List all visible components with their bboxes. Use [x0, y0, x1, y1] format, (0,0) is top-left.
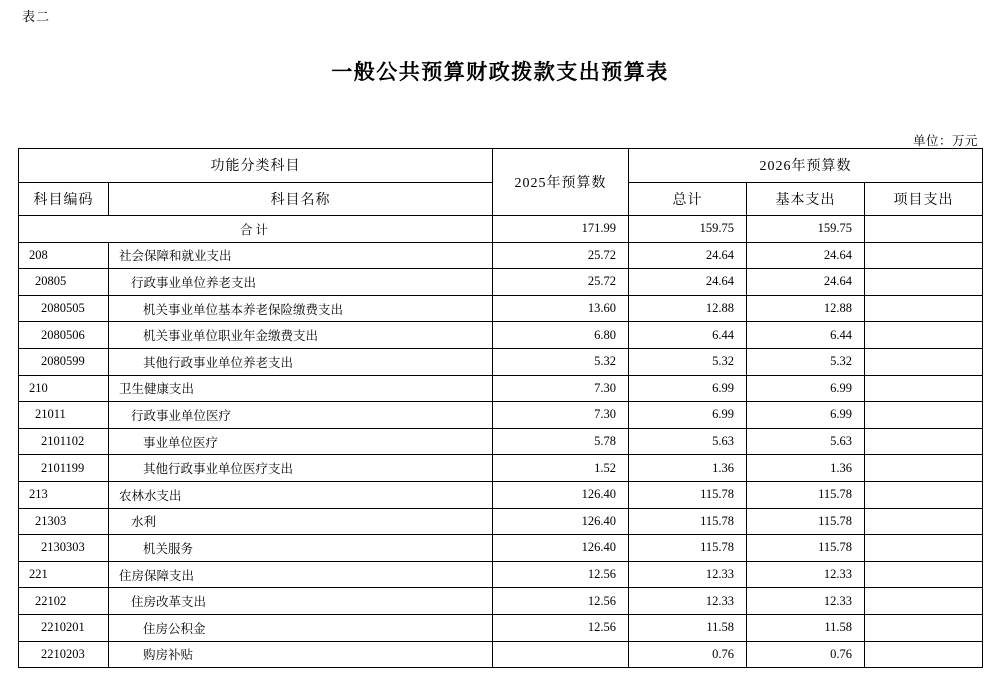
table-row: [19, 614, 983, 641]
row-subject-code: [19, 295, 109, 322]
row-amount-2025: [493, 295, 629, 322]
row-amount-project: [865, 295, 983, 322]
row-subject-name-value: 住房改革支出: [131, 595, 207, 610]
row-subject-code-value: 2101199: [41, 460, 85, 475]
row-amount-2025: [493, 375, 629, 402]
table-header: [19, 149, 983, 216]
row-subject-name: [109, 348, 493, 375]
row-subject-code-value: 2101102: [41, 434, 85, 449]
row-amount-project: [865, 481, 983, 508]
row-amount-basic: [747, 295, 865, 322]
table-row: [19, 348, 983, 375]
row-amount-basic: [747, 641, 865, 668]
row-amount-project: [865, 242, 983, 269]
row-amount-2025-value: 5.78: [594, 434, 616, 449]
row-subject-name-value: 行政事业单位养老支出: [131, 275, 257, 290]
row-amount-total: [629, 428, 747, 455]
row-amount-project: [865, 641, 983, 668]
row-amount-total-value: 115.78: [700, 487, 734, 502]
budget-table: [18, 148, 983, 668]
row-amount-total-value: 115.78: [700, 513, 734, 528]
row-amount-2025: [493, 535, 629, 562]
budget-table-container: [18, 148, 982, 668]
row-amount-total: [629, 535, 747, 562]
row-subject-code-value: 2080506: [41, 327, 85, 342]
row-amount-basic-value: 5.63: [830, 434, 852, 449]
row-amount-2025-value: 126.40: [581, 513, 616, 528]
row-amount-basic: [747, 481, 865, 508]
row-amount-basic-value: 24.64: [823, 247, 852, 262]
total-row-2025: [493, 216, 629, 243]
row-amount-basic-value: 115.78: [818, 513, 852, 528]
table-row: [19, 242, 983, 269]
table-row: [19, 508, 983, 535]
row-subject-name-value: 其他行政事业单位养老支出: [143, 355, 294, 370]
row-amount-basic: [747, 242, 865, 269]
row-amount-2025: [493, 508, 629, 535]
row-amount-basic-value: 1.36: [830, 460, 852, 475]
row-subject-name-value: 住房公积金: [143, 621, 206, 636]
row-amount-total-value: 12.88: [705, 301, 734, 316]
unit-note: 单位：万元: [912, 134, 978, 148]
row-subject-code: [19, 269, 109, 296]
row-subject-name: [109, 375, 493, 402]
total-row-project: [865, 216, 983, 243]
row-subject-name-value: 农林水支出: [119, 488, 182, 503]
row-amount-2025-value: 126.40: [581, 487, 616, 502]
row-subject-code: [19, 402, 109, 429]
form-number-label: 表二: [22, 9, 51, 24]
table-row: [19, 428, 983, 455]
row-amount-project: [865, 535, 983, 562]
table-row: [19, 269, 983, 296]
row-subject-code-value: 20805: [35, 274, 67, 289]
row-amount-basic-value: 115.78: [818, 487, 852, 502]
row-amount-total: [629, 588, 747, 615]
row-subject-code-value: 2210201: [41, 620, 85, 635]
row-amount-2025-value: 6.80: [594, 327, 616, 342]
row-subject-code: [19, 455, 109, 482]
row-amount-total: [629, 402, 747, 429]
row-subject-name-value: 卫生健康支出: [119, 382, 195, 397]
row-amount-basic-value: 24.64: [823, 274, 852, 289]
row-amount-2025-value: 13.60: [587, 301, 616, 316]
row-amount-project: [865, 588, 983, 615]
row-subject-code: [19, 375, 109, 402]
row-amount-total-value: 12.33: [705, 593, 734, 608]
row-amount-basic: [747, 402, 865, 429]
row-amount-2025-value: 12.56: [587, 620, 616, 635]
row-amount-basic: [747, 375, 865, 402]
table-total-row: [19, 216, 983, 243]
row-subject-code-value: 2080505: [41, 301, 85, 316]
row-amount-basic-value: 12.33: [823, 593, 852, 608]
row-amount-total-value: 5.63: [712, 434, 734, 449]
row-amount-2025: [493, 348, 629, 375]
row-amount-basic: [747, 508, 865, 535]
table-body: [19, 216, 983, 668]
row-amount-total: [629, 269, 747, 296]
row-subject-name-value: 事业单位医疗: [143, 435, 219, 450]
row-amount-basic-value: 6.99: [830, 380, 852, 395]
row-amount-2025-value: 5.32: [594, 354, 616, 369]
row-amount-basic: [747, 348, 865, 375]
row-amount-basic-value: 11.58: [824, 620, 852, 635]
total-row-basic: [747, 216, 865, 243]
row-amount-basic: [747, 535, 865, 562]
row-amount-total: [629, 641, 747, 668]
row-amount-2025-value: 12.56: [587, 567, 616, 582]
table-row: [19, 481, 983, 508]
row-subject-name: [109, 641, 493, 668]
row-subject-name: [109, 535, 493, 562]
row-amount-2025: [493, 242, 629, 269]
row-subject-code-value: 221: [29, 567, 48, 582]
row-subject-name: [109, 588, 493, 615]
row-subject-code-value: 2130303: [41, 540, 85, 555]
row-amount-basic-value: 5.32: [830, 354, 852, 369]
row-amount-2025-value: 7.30: [594, 380, 616, 395]
header-total: 总计: [629, 182, 747, 216]
row-subject-code-value: 21303: [35, 513, 67, 528]
row-subject-code: [19, 481, 109, 508]
table-row: [19, 535, 983, 562]
row-subject-code: [19, 322, 109, 349]
header-subject-name: 科目名称: [109, 182, 493, 216]
row-amount-2025-value: 7.30: [594, 407, 616, 422]
row-subject-code-value: 2210203: [41, 646, 85, 661]
total-row-2025-value: 171.99: [581, 221, 616, 236]
row-amount-basic: [747, 428, 865, 455]
row-amount-basic-value: 12.33: [823, 567, 852, 582]
table-row: [19, 402, 983, 429]
row-amount-total: [629, 242, 747, 269]
row-subject-name: [109, 402, 493, 429]
row-subject-code: [19, 561, 109, 588]
table-row: [19, 641, 983, 668]
row-amount-basic-value: 6.99: [830, 407, 852, 422]
row-subject-code-value: 2080599: [41, 354, 85, 369]
row-amount-total-value: 115.78: [700, 540, 734, 555]
row-subject-name: [109, 481, 493, 508]
total-row-label: 合计: [19, 216, 493, 243]
table-row: [19, 375, 983, 402]
row-amount-2025-value: 126.40: [581, 540, 616, 555]
row-subject-name: [109, 614, 493, 641]
row-amount-total-value: 24.64: [705, 247, 734, 262]
row-amount-basic: [747, 455, 865, 482]
row-subject-name-value: 住房保障支出: [119, 568, 195, 583]
row-subject-code-value: 210: [29, 380, 48, 395]
header-year-2025: 2025年预算数: [493, 149, 629, 216]
row-amount-project: [865, 348, 983, 375]
row-subject-name: [109, 295, 493, 322]
row-amount-basic: [747, 269, 865, 296]
row-amount-basic: [747, 322, 865, 349]
row-subject-name: [109, 508, 493, 535]
row-amount-2025-value: 12.56: [587, 593, 616, 608]
row-subject-name: [109, 561, 493, 588]
row-amount-total-value: 12.33: [705, 567, 734, 582]
row-amount-2025: [493, 402, 629, 429]
row-amount-total-value: 11.58: [706, 620, 734, 635]
row-amount-project: [865, 322, 983, 349]
row-amount-basic: [747, 588, 865, 615]
row-amount-project: [865, 455, 983, 482]
table-row: [19, 455, 983, 482]
row-amount-2025: [493, 428, 629, 455]
row-amount-total: [629, 481, 747, 508]
row-amount-basic-value: 0.76: [830, 646, 852, 661]
row-subject-name-value: 机关服务: [143, 541, 194, 556]
total-row-basic-value: 159.75: [817, 221, 852, 236]
row-amount-2025: [493, 322, 629, 349]
row-amount-total: [629, 348, 747, 375]
row-subject-name-value: 购房补贴: [143, 648, 194, 663]
row-amount-2025: [493, 614, 629, 641]
row-subject-code: [19, 535, 109, 562]
row-subject-code: [19, 614, 109, 641]
row-subject-name: [109, 242, 493, 269]
row-amount-total-value: 0.76: [712, 646, 734, 661]
row-subject-name-value: 水利: [131, 515, 157, 530]
row-subject-code: [19, 242, 109, 269]
row-subject-code: [19, 348, 109, 375]
row-amount-total-value: 6.44: [712, 327, 734, 342]
row-subject-name: [109, 322, 493, 349]
page-title: 一般公共预算财政拨款支出预算表: [331, 60, 669, 84]
row-amount-project: [865, 375, 983, 402]
row-amount-total: [629, 375, 747, 402]
row-amount-total: [629, 614, 747, 641]
header-function-group: 功能分类科目: [19, 149, 493, 183]
row-subject-code-value: 22102: [35, 593, 67, 608]
row-amount-2025: [493, 641, 629, 668]
header-subject-code: 科目编码: [19, 182, 109, 216]
row-amount-total: [629, 561, 747, 588]
row-subject-name: [109, 428, 493, 455]
row-amount-basic-value: 6.44: [830, 327, 852, 342]
row-subject-code: [19, 428, 109, 455]
row-subject-name-value: 机关事业单位职业年金缴费支出: [143, 329, 319, 344]
row-amount-basic-value: 12.88: [823, 301, 852, 316]
row-amount-total-value: 6.99: [712, 380, 734, 395]
table-row: [19, 322, 983, 349]
table-row: [19, 588, 983, 615]
row-amount-basic-value: 115.78: [818, 540, 852, 555]
row-subject-code: [19, 588, 109, 615]
table-header-row-1: [19, 149, 983, 183]
row-subject-name-value: 机关事业单位基本养老保险缴费支出: [143, 302, 344, 317]
total-row-total-value: 159.75: [699, 221, 734, 236]
row-amount-project: [865, 402, 983, 429]
row-subject-code-value: 208: [29, 247, 48, 262]
row-amount-project: [865, 508, 983, 535]
row-amount-2025-value: 25.72: [587, 274, 616, 289]
table-row: [19, 561, 983, 588]
row-amount-project: [865, 269, 983, 296]
row-amount-total: [629, 508, 747, 535]
row-amount-total-value: 24.64: [705, 274, 734, 289]
row-subject-code: [19, 508, 109, 535]
row-subject-name-value: 其他行政事业单位医疗支出: [143, 462, 294, 477]
row-amount-total-value: 1.36: [712, 460, 734, 475]
row-amount-2025: [493, 561, 629, 588]
table-row: [19, 295, 983, 322]
row-subject-code-value: 213: [29, 487, 48, 502]
row-amount-total-value: 5.32: [712, 354, 734, 369]
header-year-2026-group: 2026年预算数: [629, 149, 983, 183]
row-amount-basic: [747, 614, 865, 641]
row-subject-name: [109, 269, 493, 296]
row-subject-name-value: 行政事业单位医疗: [131, 408, 232, 423]
row-amount-project: [865, 614, 983, 641]
row-subject-name-value: 社会保障和就业支出: [119, 249, 232, 264]
row-subject-name: [109, 455, 493, 482]
row-subject-code: [19, 641, 109, 668]
row-amount-project: [865, 561, 983, 588]
row-amount-total: [629, 322, 747, 349]
row-amount-2025: [493, 455, 629, 482]
row-amount-basic: [747, 561, 865, 588]
row-subject-code-value: 21011: [35, 407, 66, 422]
row-amount-2025: [493, 588, 629, 615]
row-amount-total: [629, 455, 747, 482]
row-amount-2025-value: 1.52: [594, 460, 616, 475]
header-project-expenditure: 项目支出: [865, 182, 983, 216]
row-amount-2025: [493, 269, 629, 296]
row-amount-project: [865, 428, 983, 455]
header-basic-expenditure: 基本支出: [747, 182, 865, 216]
row-amount-2025: [493, 481, 629, 508]
row-amount-total-value: 6.99: [712, 407, 734, 422]
row-amount-2025-value: 25.72: [587, 247, 616, 262]
row-amount-total: [629, 295, 747, 322]
total-row-total: [629, 216, 747, 243]
